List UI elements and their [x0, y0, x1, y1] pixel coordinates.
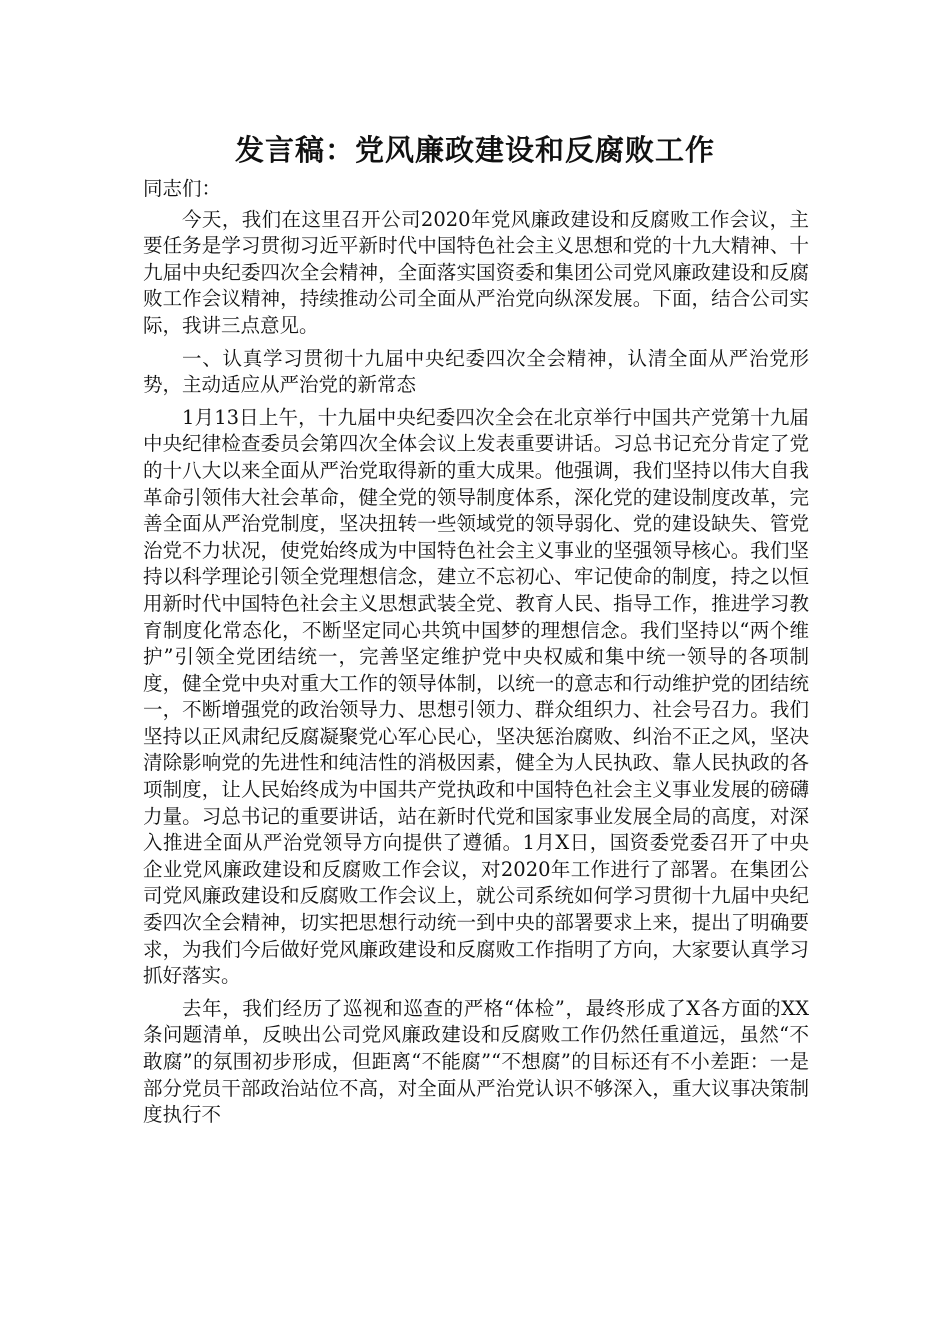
- paragraph-inspection: 去年，我们经历了巡视和巡查的严格“体检”，最终形成了X各方面的XX条问题清单，反映出公司党风廉政建设和反腐败工作仍然任重道远，虽然“不敢腐”的氛围初步形成，但距离“不能腐”“不想腐”的目标还有不小差距：一是部分党员干部政治站位不高，对全面从严治党认识不够深入，重大议事决策制度执行不: [143, 996, 809, 1127]
- paragraph-plenary-session: 1月13日上午，十九届中央纪委四次全会在北京举行中国共产党第十九届中央纪律检查委员会第四次全体会议上发表重要讲话。习总书记充分肯定了党的十八大以来全面从严治党取得新的重大成果。他强调，我们坚持以伟大自我革命引领伟大社会革命，健全党的领导制度体系，深化党的建设制度改革，完善全面从严治党制度，坚决扭转一些领域党的领导弱化、党的建设缺失、管党治党不力状况，使党始终成为中国特色社会主义事业的坚强领导核心。我们坚持以科学理论引领全党理想信念，建立不忘初心、牢记使命的制度，持之以恒用新时代中国特色社会主义思想武装全党、教育人民、指导工作，推进学习教育制度化常态化，不断坚定同心共筑中国梦的理想信念。我们坚持以“两个维护”引领全党团结统一，完善坚定维护党中央权威和集中统一领导的各项制度，健全党中央对重大工作的领导体制，以统一的意志和行动维护党的团结统一，不断增强党的政治领导力、思想引领力、群众组织力、社会号召力。我们坚持以正风肃纪反腐凝聚党心军心民心，坚决惩治腐败、纠治不正之风，坚决清除影响党的先进性和纯洁性的消极因素，健全为人民执政、靠人民执政的各项制度，让人民始终成为中国共产党执政和中国特色社会主义事业发展的磅礴力量。习总书记的重要讲话，站在新时代党和国家事业发展全局的高度，对深入推进全面从严治党领导方向提供了遵循。1月X日，国资委党委召开了中央企业党风廉政建设和反腐败工作会议，对2020年工作进行了部署。在集团公司党风廉政建设和反腐败工作会议上，就公司系统如何学习贯彻十九届中央纪委四次全会精神，切实把思想行动统一到中央的部署要求上来，提出了明确要求，为我们今后做好党风廉政建设和反腐败工作指明了方向，大家要认真学习抓好落实。: [143, 405, 809, 988]
- document-title: 发言稿：党风廉政建设和反腐败工作: [234, 133, 715, 167]
- document-body: [143, 176, 809, 1135]
- paragraph-intro: 今天，我们在这里召开公司2020年党风廉政建设和反腐败工作会议，主要任务是学习贯彻习近平新时代中国特色社会主义思想和党的十九大精神、十九届中央纪委四次全会精神，全面落实国资委和集团公司党风廉政建设和反腐败工作会议精神，持续推动公司全面从严治党向纵深发展。下面，结合公司实际，我讲三点意见。: [143, 207, 809, 337]
- greeting: 同志们：: [143, 177, 222, 200]
- section-heading-1: 一、认真学习贯彻十九届中央纪委四次全会精神，认清全面从严治党形势，主动适应从严治党的新常态: [143, 346, 809, 397]
